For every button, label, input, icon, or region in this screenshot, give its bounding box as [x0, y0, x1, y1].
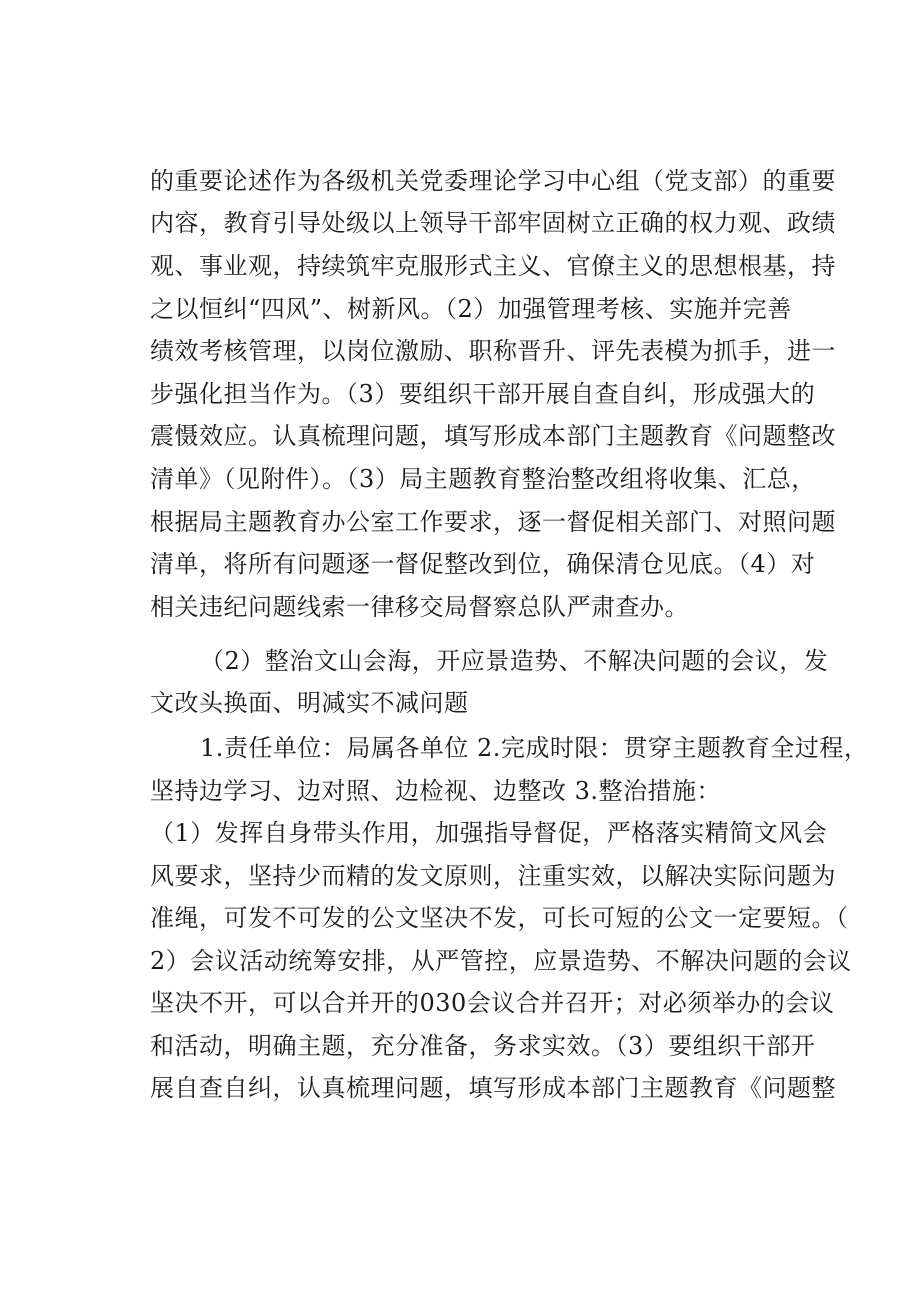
text-line: 震慑效应。认真梳理问题，填写形成本部门主题教育《问题整改: [150, 422, 836, 450]
text-line: 根据局主题教育办公室工作要求，逐一督促相关部门、对照问题: [150, 508, 836, 536]
text-line: 准绳，可发不可发的公文坚决不发，可长可短的公文一定要短。（: [150, 904, 849, 932]
text-line: 1.责任单位：局属各单位 2.完成时限：贯穿主题教育全过程，: [200, 734, 869, 762]
text-line: 步强化担当作为。（3）要组织干部开展自查自纠，形成强大的: [150, 380, 816, 408]
text-line: 绩效考核管理，以岗位激励、职称晋升、评先表模为抓手，进一: [150, 337, 836, 365]
text-line: 风要求，坚持少而精的发文原则，注重实效，以解决实际问题为: [150, 862, 836, 890]
text-line: 内容，教育引导处级以上领导干部牢固树立正确的权力观、政绩: [150, 209, 836, 237]
text-line: 清单，将所有问题逐一督促整改到位，确保清仓见底。（4）对: [150, 550, 816, 578]
text-line: 展自查自纠，认真梳理问题，填写形成本部门主题教育《问题整: [150, 1074, 836, 1102]
text-line: 的重要论述作为各级机关党委理论学习中心组（党支部）的重要: [150, 167, 836, 195]
text-line: 坚决不开，可以合并开的030会议合并召开；对必须举办的会议: [150, 989, 835, 1017]
text-line: 之以恒纠“四风”、树新风。（2）加强管理考核、实施并完善: [150, 295, 792, 323]
text-line: 观、事业观，持续筑牢克服形式主义、官僚主义的思想根基，持: [150, 252, 836, 280]
text-line: 和活动，明确主题，充分准备，务求实效。（3）要组织干部开: [150, 1032, 816, 1060]
text-line: 相关违纪问题线索一律移交局督察总队严肃查办。: [150, 593, 689, 621]
text-line: 坚持边学习、边对照、边检视、边整改 3.整治措施：: [150, 777, 722, 805]
section-heading: 文改头换面、明减实不减问题: [150, 689, 469, 717]
section-heading: （2）整治文山会海，开应景造势、不解决问题的会议，发: [200, 647, 829, 675]
text-line: 清单》（见附件）。（3）局主题教育整治整改组将收集、汇总，: [150, 465, 816, 493]
text-line: 2）会议活动统筹安排，从严管控，应景造势、不解决问题的会议: [150, 947, 852, 975]
text-line: （1）发挥自身带头作用，加强指导督促，严格落实精简文风会: [150, 819, 828, 847]
